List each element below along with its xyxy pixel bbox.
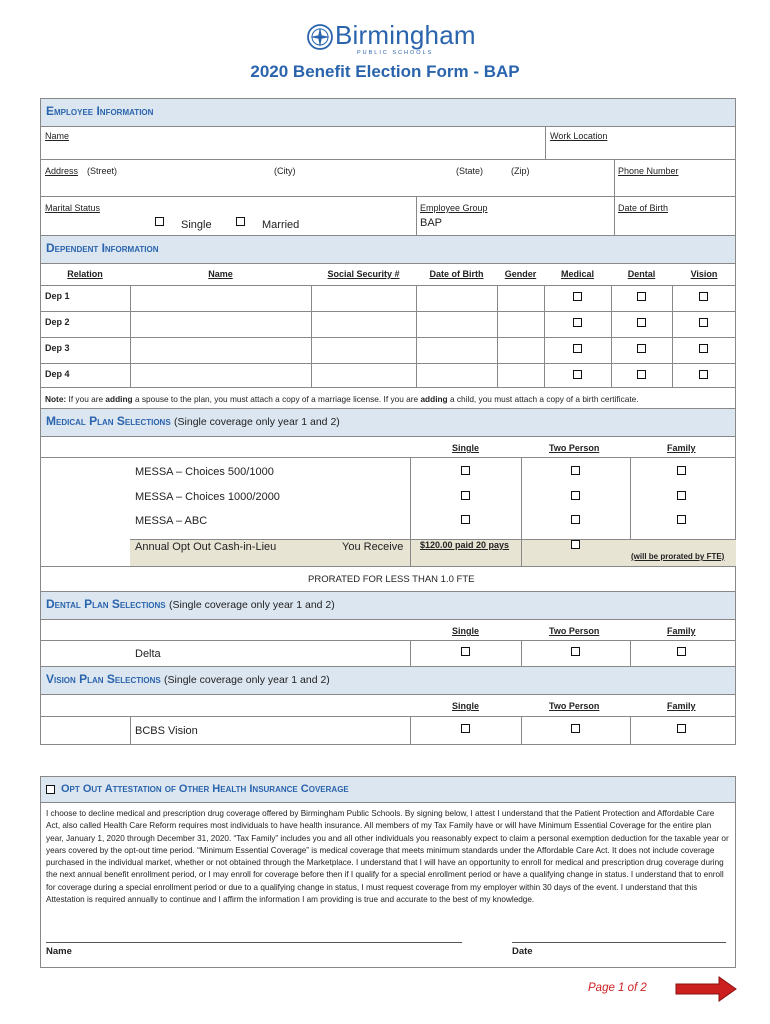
medical-plan-2-two-person-checkbox[interactable] xyxy=(571,491,580,500)
medical-col-two-person: Two Person xyxy=(549,443,600,453)
medical-col-family: Family xyxy=(667,443,696,453)
dependent-section-title: Dependent Information xyxy=(46,241,159,255)
page-number: Page 1 of 2 xyxy=(588,982,647,994)
employee-group-field[interactable] xyxy=(416,196,615,236)
medical-plan-1-two-person-checkbox[interactable] xyxy=(571,466,580,475)
prorated-note-row xyxy=(40,566,736,592)
dental-plan: Delta xyxy=(135,648,161,660)
dep-row-label: Dep 2 xyxy=(45,317,70,327)
medical-plan-2-family-checkbox[interactable] xyxy=(677,491,686,500)
medical-plan-3-family-checkbox[interactable] xyxy=(677,515,686,524)
vision-plan: BCBS Vision xyxy=(135,725,198,737)
logo-subtitle: PUBLIC SCHOOLS xyxy=(357,50,434,56)
dental-subtitle: (Single coverage only year 1 and 2) xyxy=(168,599,335,611)
medical-plan-2: MESSA – Choices 1000/2000 xyxy=(135,491,280,503)
dependent-note xyxy=(40,387,736,409)
district-logo xyxy=(305,22,485,58)
dental-column-header xyxy=(40,619,736,641)
dep-row-label: Dep 1 xyxy=(45,291,70,301)
married-label: Married xyxy=(262,219,300,231)
vision-subtitle: (Single coverage only year 1 and 2) xyxy=(164,674,330,686)
medical-plan-3-single-checkbox[interactable] xyxy=(461,515,470,524)
vision-family-checkbox[interactable] xyxy=(677,724,686,733)
work-location-field[interactable] xyxy=(545,126,736,160)
note-text xyxy=(45,394,639,404)
dental-col-single: Single xyxy=(452,626,480,636)
dep-1-vision-checkbox[interactable] xyxy=(699,292,708,301)
medical-col-single: Single xyxy=(452,443,480,453)
dependent-table-frame xyxy=(40,263,736,390)
married-checkbox[interactable] xyxy=(236,217,245,226)
dep-1-medical-checkbox[interactable] xyxy=(573,292,582,301)
vision-col-family: Family xyxy=(667,701,696,711)
signature-date-label: Date xyxy=(512,946,533,957)
state-label: (State) xyxy=(456,166,484,176)
logo-wordmark: Birmingham xyxy=(335,20,476,50)
dental-col-two-person: Two Person xyxy=(549,626,600,636)
street-label: (Street) xyxy=(87,166,118,176)
name-signature-line[interactable] xyxy=(46,942,462,943)
medical-section-title: Medical Plan Selections (Single coverage only year 1 and 2) xyxy=(46,414,340,428)
note-part-3: a child, you must attach a copy of a birth certificate. xyxy=(449,394,639,404)
address-field[interactable] xyxy=(40,159,615,197)
name-label: Name xyxy=(45,131,70,141)
dep-col-dob: Date of Birth xyxy=(429,269,484,279)
optout-label: Annual Opt Out Cash-in-Lieu xyxy=(135,541,277,553)
dental-single-checkbox[interactable] xyxy=(461,647,470,656)
date-signature-line[interactable] xyxy=(512,942,726,943)
employee-section-title: Employee Information xyxy=(46,104,154,118)
medical-plan-3: MESSA – ABC xyxy=(135,515,208,527)
medical-plan-1-family-checkbox[interactable] xyxy=(677,466,686,475)
optout-cash-checkbox[interactable] xyxy=(571,540,580,549)
dep-3-dental-checkbox[interactable] xyxy=(637,344,646,353)
optout-attestation-checkbox[interactable] xyxy=(46,785,55,794)
medical-column-header xyxy=(40,436,736,458)
dental-section-header xyxy=(40,591,736,620)
vision-column-header xyxy=(40,694,736,717)
dep-4-medical-checkbox[interactable] xyxy=(573,370,582,379)
dental-col-family: Family xyxy=(667,626,696,636)
dob-label: Date of Birth xyxy=(618,203,669,213)
dep-row-label: Dep 4 xyxy=(45,369,70,379)
group-value: BAP xyxy=(420,217,443,229)
marital-label: Marital Status xyxy=(45,203,101,213)
dep-col-medical: Medical xyxy=(560,269,594,279)
dental-two-person-checkbox[interactable] xyxy=(571,647,580,656)
vision-single-checkbox[interactable] xyxy=(461,724,470,733)
vision-section-header xyxy=(40,666,736,695)
note-prefix: Note: xyxy=(45,394,67,404)
dep-col-dental: Dental xyxy=(627,269,656,279)
vision-col-single: Single xyxy=(452,701,480,711)
optout-section-title: Opt Out Attestation of Other Health Insurance Coverage xyxy=(61,783,349,795)
dental-plan-row xyxy=(40,640,736,667)
vision-two-person-checkbox[interactable] xyxy=(571,724,580,733)
note-part-1: If you are xyxy=(68,394,104,404)
name-field[interactable] xyxy=(40,126,546,160)
employee-section-header xyxy=(40,98,736,127)
medical-plan-2-single-checkbox[interactable] xyxy=(461,491,470,500)
optout-prorate: (will be prorated by FTE) xyxy=(631,552,725,561)
city-label: (City) xyxy=(274,166,296,176)
medical-section-header xyxy=(40,408,736,437)
phone-label: Phone Number xyxy=(618,166,679,176)
dep-1-dental-checkbox[interactable] xyxy=(637,292,646,301)
compass-logo-icon xyxy=(307,24,333,50)
dep-3-vision-checkbox[interactable] xyxy=(699,344,708,353)
dep-col-gender: Gender xyxy=(504,269,537,279)
note-bold-1: adding xyxy=(105,394,133,404)
dep-2-dental-checkbox[interactable] xyxy=(637,318,646,327)
dep-3-medical-checkbox[interactable] xyxy=(573,344,582,353)
medical-subtitle: (Single coverage only year 1 and 2) xyxy=(174,416,340,428)
next-page-arrow-icon[interactable] xyxy=(675,976,737,1002)
marital-status-field xyxy=(40,196,417,236)
dep-4-vision-checkbox[interactable] xyxy=(699,370,708,379)
dep-2-vision-checkbox[interactable] xyxy=(699,318,708,327)
vision-col-two-person: Two Person xyxy=(549,701,600,711)
phone-field[interactable] xyxy=(614,159,736,197)
vision-section-title: Vision Plan Selections (Single coverage only year 1 and 2) xyxy=(46,672,330,686)
single-checkbox[interactable] xyxy=(155,217,164,226)
medical-plan-1: MESSA – Choices 500/1000 xyxy=(135,466,274,478)
dep-col-ssn: Social Security # xyxy=(327,269,400,279)
medical-plan-3-two-person-checkbox[interactable] xyxy=(571,515,580,524)
page-title: 2020 Benefit Election Form - BAP xyxy=(250,62,520,81)
note-part-2: a spouse to the plan, you must attach a copy of a marriage license. If you are xyxy=(134,394,419,404)
vision-plan-row xyxy=(40,716,736,745)
optout-section-header xyxy=(40,776,736,803)
dep-col-vision: Vision xyxy=(690,269,718,279)
dep-row-label: Dep 3 xyxy=(45,343,70,353)
dep-col-relation: Relation xyxy=(67,269,103,279)
single-label: Single xyxy=(181,219,212,231)
note-bold-2: adding xyxy=(420,394,448,404)
dep-col-name: Name xyxy=(208,269,233,279)
dental-family-checkbox[interactable] xyxy=(677,647,686,656)
zip-label: (Zip) xyxy=(511,166,530,176)
dental-section-title: Dental Plan Selections (Single coverage only year 1 and 2) xyxy=(46,597,335,611)
work-location-label: Work Location xyxy=(550,131,608,141)
prorated-note: PRORATED FOR LESS THAN 1.0 FTE xyxy=(308,574,475,585)
date-of-birth-field[interactable] xyxy=(614,196,736,236)
dep-4-dental-checkbox[interactable] xyxy=(637,370,646,379)
address-label: Address xyxy=(45,166,79,176)
optout-amount: $120.00 paid 20 pays xyxy=(420,540,510,550)
attestation-paragraph: I choose to decline medical and prescription drug coverage offered by Birmingham Public Schools. By signing below, I attest I understand that the Patient Protection and Affordable Care Act, also called Health Care Reform requires most individuals to have health insurance. All members of my Tax Family have or will have Minimum Essential Coverage for the entire plan year, January 1, 2020 through December 31, 2020. “Tax Family” includes you and all other individuals you reasonably expect to claim a personal exemption deduction for the taxable year or years covered by the opt-out time period. “Minimum Essential Coverage” is medical coverage that meets minimum standards under the Affordable Care Act. It does not include coverage purchased in the individual market, whether or not obtained through the Marketplace. I understand that I will have an opportunity to enroll for medical and prescription drug coverage during the next annual benefit enrollment period, or I may enroll for coverage before then if I qualify for a special enrollment period or have a qualifying change in status. I understand that to enroll for coverage during a special enrollment period or due to a qualifying change in status, I must request coverage from my employer within 30 days of the event. I understand that this Attestation is required annually to continue and I affirm the information I am providing is true and accurate to the best of my knowledge. xyxy=(46,809,729,905)
dep-2-medical-checkbox[interactable] xyxy=(573,318,582,327)
dependent-section-header xyxy=(40,235,736,264)
group-label: Employee Group xyxy=(420,203,488,213)
optout-receive: You Receive xyxy=(342,541,404,553)
medical-plan-1-single-checkbox[interactable] xyxy=(461,466,470,475)
signature-name-label: Name xyxy=(46,946,72,957)
